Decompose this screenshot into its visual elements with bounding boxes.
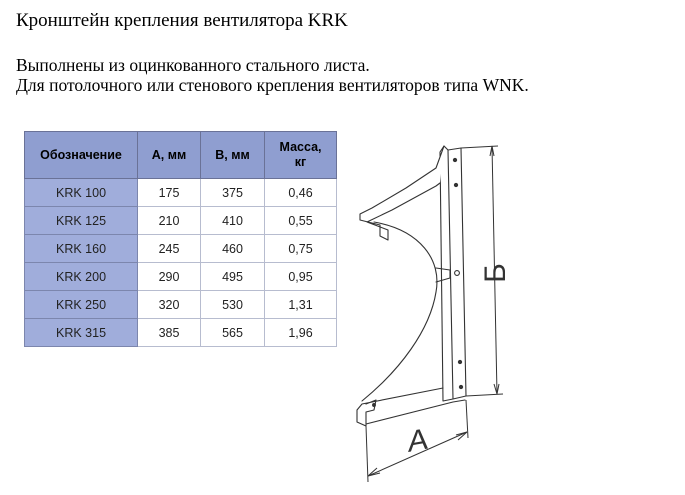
cell-b: 565 [201, 319, 265, 347]
description-line-2: Для потолочного или стенового крепления вентиляторов типа WNK. [16, 75, 529, 95]
cell-mass: 1,96 [265, 319, 337, 347]
cell-mass: 1,31 [265, 291, 337, 319]
header-designation: Обозначение [25, 132, 138, 179]
cell-b: 410 [201, 207, 265, 235]
cell-mass: 0,95 [265, 263, 337, 291]
bracket-curve-edge [362, 222, 437, 401]
dimension-a-label: A [407, 422, 429, 460]
description-line-1: Выполнены из оцинкованного стального листа. [16, 55, 370, 75]
cell-designation: KRK 315 [25, 319, 138, 347]
cell-b: 530 [201, 291, 265, 319]
dimension-b-label: Б [479, 263, 512, 283]
cell-a: 290 [138, 263, 201, 291]
cell-mass: 0,55 [265, 207, 337, 235]
page-title: Кронштейн крепления вентилятора KRK [16, 10, 348, 31]
header-b: B, мм [201, 132, 265, 179]
cell-a: 320 [138, 291, 201, 319]
cell-a: 385 [138, 319, 201, 347]
lower-arm-hole [373, 404, 376, 407]
header-a: А, мм [138, 132, 201, 179]
mounting-hole-top [453, 158, 456, 161]
cell-a: 175 [138, 179, 201, 207]
header-mass-line-2: кг [294, 155, 307, 169]
cell-designation: KRK 100 [25, 179, 138, 207]
header-mass-line-1: Масса, [279, 140, 322, 154]
mounting-hole-bottom [459, 385, 462, 388]
cell-designation: KRK 250 [25, 291, 138, 319]
cell-b: 495 [201, 263, 265, 291]
cell-mass: 0,75 [265, 235, 337, 263]
cell-a: 210 [138, 207, 201, 235]
cell-designation: KRK 160 [25, 235, 138, 263]
mounting-hole-lower [458, 360, 461, 363]
cell-designation: KRK 125 [25, 207, 138, 235]
cell-a: 245 [138, 235, 201, 263]
cell-designation: KRK 200 [25, 263, 138, 291]
bracket-lower-arm-bottom [366, 400, 465, 424]
cell-b: 375 [201, 179, 265, 207]
cell-mass: 0,46 [265, 179, 337, 207]
mounting-hole-upper [454, 183, 457, 186]
cell-b: 460 [201, 235, 265, 263]
bracket-upper-arm [360, 146, 444, 240]
bracket-curve-tab [436, 268, 450, 282]
